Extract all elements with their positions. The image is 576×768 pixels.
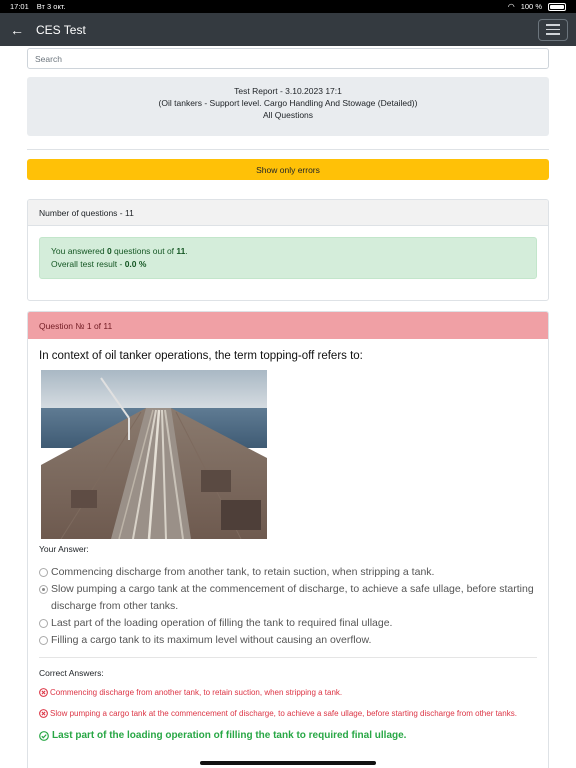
status-time: 17:01	[10, 2, 29, 11]
answer-option-label: Commencing discharge from another tank, to retain suction, when stripping a tank.	[51, 566, 435, 578]
wrong-answer-text: Slow pumping a cargo tank at the commencement of discharge, to achieve a safe ullage, before starting discharge from other tanks.	[50, 709, 517, 718]
question-text: In context of oil tanker operations, the term topping-off refers to:	[39, 350, 363, 362]
radio-selected-icon[interactable]	[39, 585, 48, 594]
menu-toggle-button[interactable]	[538, 19, 568, 41]
x-circle-icon	[39, 688, 48, 697]
answered-count: 0	[106, 246, 112, 256]
battery-percent: 100 %	[520, 2, 542, 11]
hamburger-line	[546, 29, 560, 31]
wrong-answer-text: Commencing discharge from another tank, to retain suction, when stripping a tank.	[50, 688, 343, 697]
status-right	[508, 2, 566, 11]
home-indicator[interactable]	[200, 761, 376, 765]
result-prefix: Overall test result -	[51, 259, 125, 269]
status-date: Вт 3 окт.	[36, 2, 66, 11]
main-content	[27, 46, 549, 768]
summary-header: Number of questions - 11	[28, 200, 548, 226]
radio-icon[interactable]	[39, 619, 48, 628]
check-circle-icon	[39, 731, 49, 741]
battery-icon	[548, 3, 566, 11]
answer-options	[39, 564, 537, 649]
search-input[interactable]	[27, 48, 549, 69]
correct-answers-label: Correct Answers:	[39, 668, 104, 678]
tanker-deck-image	[41, 370, 267, 539]
answered-prefix: You answered	[51, 246, 107, 256]
x-circle-icon	[39, 709, 48, 718]
back-arrow-icon[interactable]: ←	[10, 21, 24, 38]
show-only-errors-button[interactable]: Show only errors	[27, 159, 549, 180]
hamburger-line	[546, 33, 560, 35]
report-header	[27, 77, 549, 136]
correct-answer	[39, 730, 537, 741]
report-title: Test Report - 3.10.2023 17:1	[234, 86, 342, 96]
your-answer-label: Your Answer:	[39, 544, 89, 554]
answer-option-4[interactable]	[39, 632, 537, 649]
correct-answer-text: Last part of the loading operation of filling the tank to required final ullage.	[52, 730, 407, 741]
result-line	[51, 258, 525, 271]
report-subtitle: (Oil tankers - Support level. Cargo Handling And Stowage (Detailed))	[158, 98, 418, 108]
wifi-icon: ◠	[507, 2, 515, 11]
question-card	[27, 311, 549, 768]
app-title: CES Test	[36, 22, 86, 37]
divider	[27, 149, 549, 150]
result-value: 0.0 %	[124, 259, 147, 269]
answered-suffix: .	[185, 246, 188, 256]
answer-option-label: Last part of the loading operation of filling the tank to required final ullage.	[51, 617, 393, 629]
result-alert	[39, 237, 537, 279]
summary-card	[27, 199, 549, 301]
total-count: 11	[176, 246, 186, 256]
answer-option-label: Slow pumping a cargo tank at the commencement of discharge, to achieve a safe ullage, before starting discharge from other tanks.	[51, 583, 534, 612]
question-header: Question № 1 of 11	[28, 312, 548, 339]
answered-mid: questions out of	[111, 246, 177, 256]
wrong-answer-1	[39, 686, 537, 699]
answer-option-3[interactable]	[39, 615, 537, 632]
status-bar	[0, 0, 576, 13]
divider	[39, 657, 537, 658]
radio-icon[interactable]	[39, 568, 48, 577]
wrong-answer-2	[39, 707, 537, 720]
hamburger-icon	[546, 24, 560, 26]
answer-option-1[interactable]	[39, 564, 537, 581]
navbar	[0, 13, 576, 46]
answered-line	[51, 245, 525, 258]
answer-option-label: Filling a cargo tank to its maximum level without causing an overflow.	[51, 634, 372, 646]
report-scope: All Questions	[262, 110, 314, 120]
answer-option-2[interactable]	[39, 581, 537, 615]
radio-icon[interactable]	[39, 636, 48, 645]
